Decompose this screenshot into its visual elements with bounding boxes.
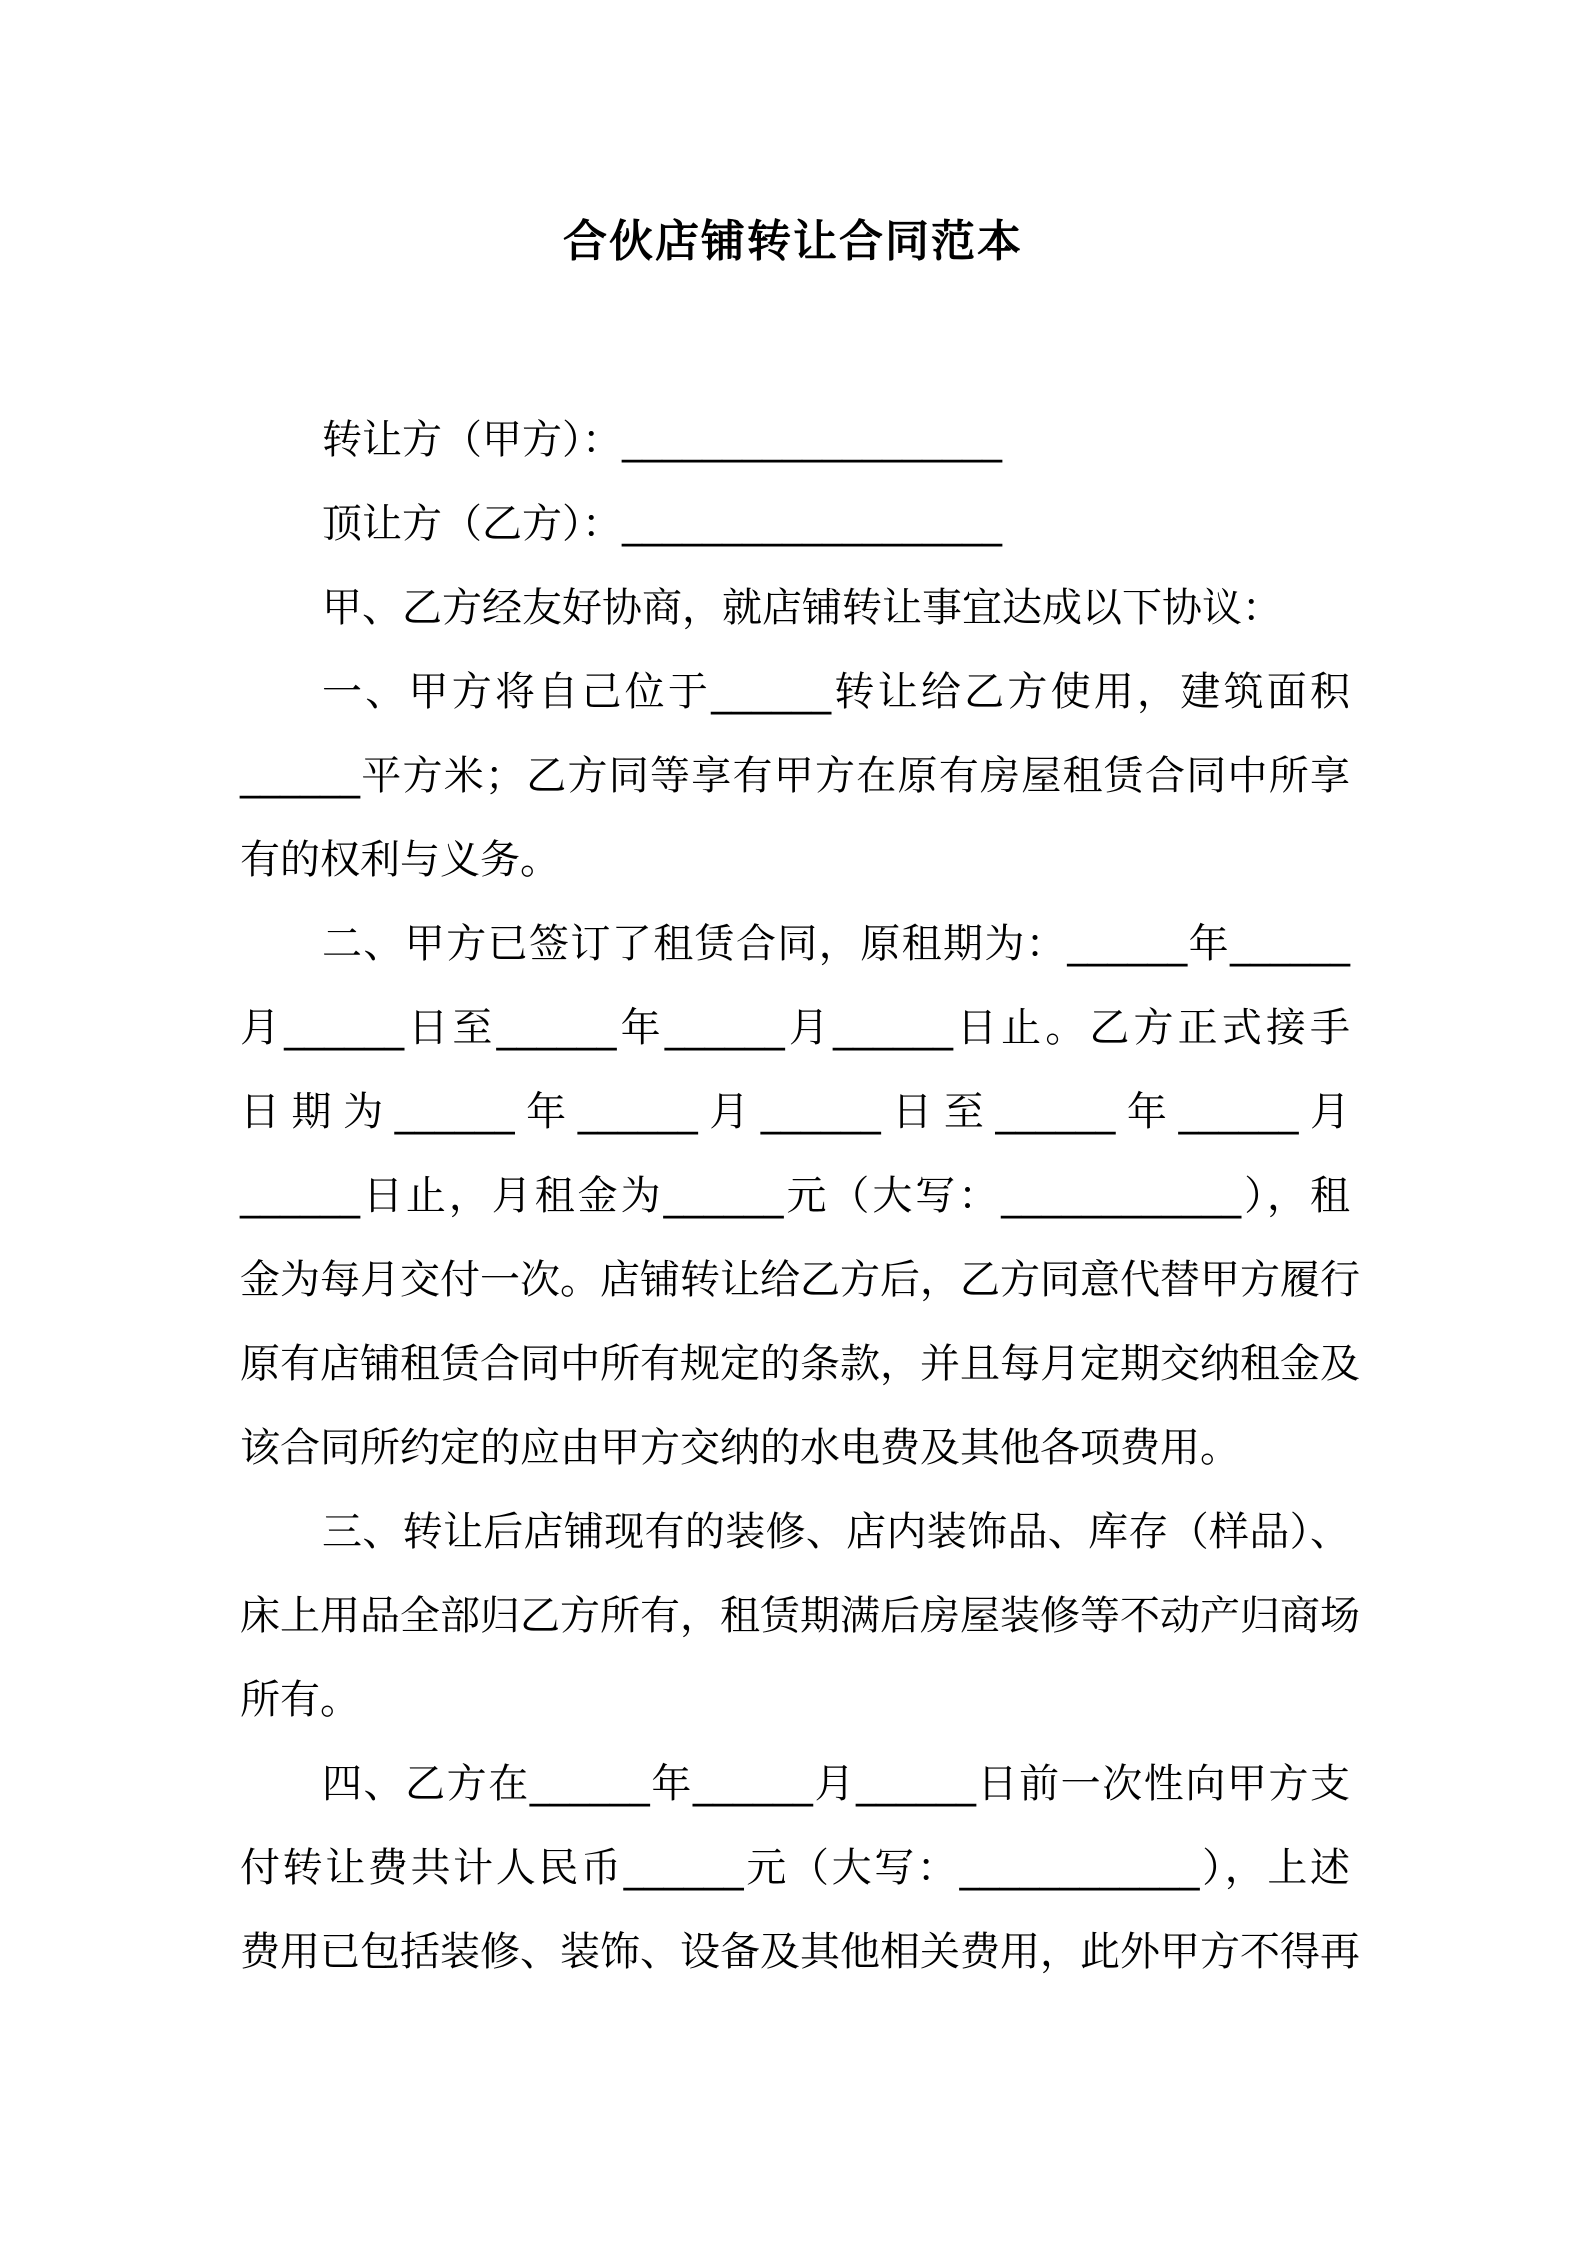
transferor-line: 转让方（甲方）：___________________	[322, 417, 1002, 463]
clause-2-line-2: 月______日至______年______月______日止。乙方正式接手	[240, 1005, 1350, 1051]
clause-1-line-2: ______平方米；乙方同等享有甲方在原有房屋租赁合同中所享	[240, 753, 1350, 799]
clause-1-line-1: 一、甲方将自己位于______转让给乙方使用，建筑面积	[322, 669, 1350, 715]
document-title: 合伙店铺转让合同范本	[563, 216, 1023, 267]
clause-4-line-2: 付转让费共计人民币______元（大写：____________），上述	[240, 1845, 1350, 1891]
clause-3-line-2: 床上用品全部归乙方所有，租赁期满后房屋装修等不动产归商场	[240, 1593, 1360, 1639]
clause-4-line-3: 费用已包括装修、装饰、设备及其他相关费用，此外甲方不得再	[240, 1929, 1360, 1975]
clause-2-line-4: ______日止，月租金为______元（大写：____________），租	[240, 1173, 1350, 1219]
transferee-line: 顶让方（乙方）：___________________	[322, 501, 1002, 547]
clause-2-line-1: 二、甲方已签订了租赁合同，原租期为：______年______	[322, 921, 1350, 967]
clause-3-line-1: 三、转让后店铺现有的装修、店内装饰品、库存（样品）、	[322, 1509, 1350, 1555]
clause-3-line-3: 所有。	[240, 1677, 360, 1723]
clause-2-line-6: 原有店铺租赁合同中所有规定的条款，并且每月定期交纳租金及	[240, 1341, 1360, 1387]
clause-1-line-3: 有的权利与义务。	[240, 837, 560, 883]
clause-4-line-1: 四、乙方在______年______月______日前一次性向甲方支	[322, 1761, 1350, 1807]
clause-2-line-3: 日期为______年______月______日至______年______月	[240, 1089, 1350, 1135]
clause-2-line-7: 该合同所约定的应由甲方交纳的水电费及其他各项费用。	[240, 1425, 1240, 1471]
intro-line: 甲、乙方经友好协商，就店铺转让事宜达成以下协议：	[322, 585, 1282, 631]
clause-2-line-5: 金为每月交付一次。店铺转让给乙方后，乙方同意代替甲方履行	[240, 1257, 1360, 1303]
